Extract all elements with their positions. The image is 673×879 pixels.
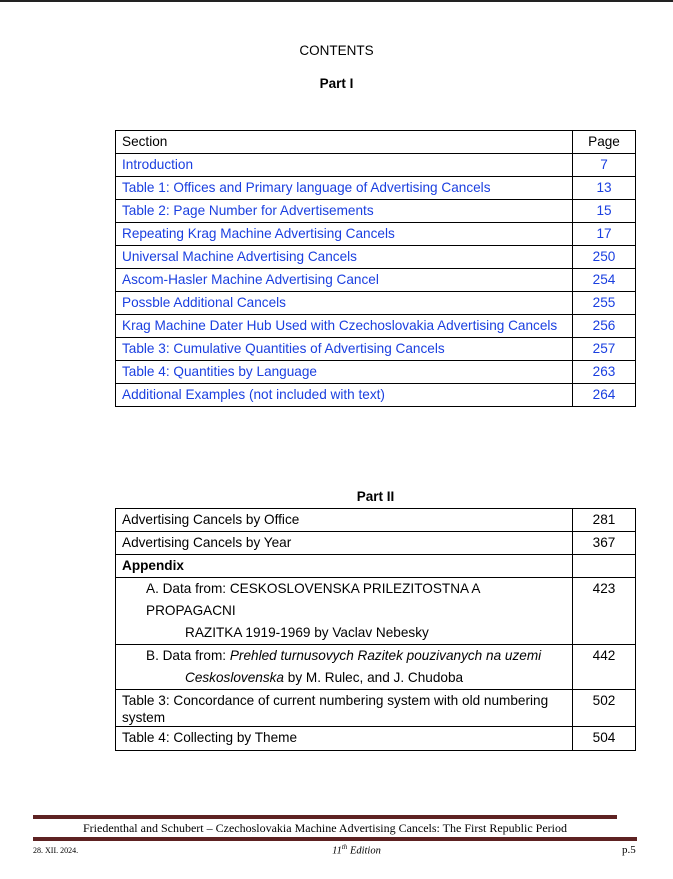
top-border-line [0,0,673,2]
toc-entry-section: Table 4: Collecting by Theme [116,727,573,751]
toc-page-link[interactable]: 264 [592,387,616,402]
toc-entry-page [573,200,636,223]
toc-entry-section [116,200,573,223]
toc-entry-page [573,292,636,315]
footer-book-title: Friedenthal and Schubert – Czechoslovakia Machine Advertising Cancels: The First Republic Period [82,821,567,835]
toc-entry-page [573,555,636,578]
appendix-a-line1: A. Data from: CESKOSLOVENSKA PRILEZITOSTNA A PROPAGACNI [146,581,480,618]
toc-entry-section [116,154,573,177]
appendix-heading: Appendix [116,555,573,578]
appendix-a-entry [116,578,573,645]
toc-link[interactable]: Table 3: Cumulative Quantities of Advertising Cancels [122,341,445,356]
table-row [116,269,636,292]
appendix-b-title-part1: Prehled turnusovych Razitek pouzivanych na uzemi [229,648,542,663]
toc-link[interactable]: Krag Machine Dater Hub Used with Czechoslovakia Advertising Cancels [122,318,558,333]
toc-entry-page: 367 [573,532,636,555]
toc-entry-section [116,269,573,292]
toc-link[interactable]: Table 4: Quantities by Language [122,364,317,379]
appendix-a-line2: RAZITKA 1919-1969 by Vaclav Nebesky [185,625,429,640]
footer-rule-top [33,815,617,819]
part2-heading: Part II [356,489,395,504]
toc-entry-section [116,315,573,338]
page-column-header: Page [573,131,636,154]
appendix-b-prefix: B. Data from: [146,648,230,663]
toc-page-link[interactable]: 17 [596,226,612,241]
toc-entry-page: 504 [573,727,636,751]
toc-entry-section: Table 3: Concordance of current numbering system with old numbering system [116,690,573,727]
toc-entry-section: Advertising Cancels by Year [116,532,573,555]
toc-page-link[interactable]: 7 [600,157,608,172]
page-number: p.5 [622,844,636,856]
contents-heading: CONTENTS [299,43,374,58]
table-row [116,154,636,177]
table-row [116,338,636,361]
table-row [116,532,636,555]
table-row [116,361,636,384]
toc-link[interactable]: Possble Additional Cancels [122,295,286,310]
toc-entry-page [573,269,636,292]
toc-page-link[interactable]: 263 [592,364,616,379]
table-row [116,690,636,727]
toc-page-link[interactable]: 256 [592,318,616,333]
toc-entry-page [573,315,636,338]
toc-entry-page: 502 [573,690,636,727]
section-column-header: Section [116,131,573,154]
toc-entry-section [116,384,573,407]
toc-entry-page [573,177,636,200]
footer-edition [0,843,673,857]
toc-entry-section: Advertising Cancels by Office [116,509,573,532]
appendix-b-authors: by M. Rulec, and J. Chudoba [283,670,464,685]
edition-number: 11 [332,845,342,857]
toc-page-link[interactable]: 257 [592,341,616,356]
toc-entry-section [116,338,573,361]
table-row [116,555,636,578]
toc-link[interactable]: Introduction [122,157,194,172]
toc-page-link[interactable]: 15 [596,203,612,218]
part1-heading: Part I [319,76,354,91]
table-row [116,315,636,338]
toc-link[interactable]: Ascom-Hasler Machine Advertising Cancel [122,272,379,287]
toc-link[interactable]: Additional Examples (not included with text) [122,387,385,402]
table-row [116,727,636,751]
toc-entry-page [573,223,636,246]
table-row [116,578,636,645]
toc-entry-page [573,384,636,407]
toc-page-link[interactable]: 254 [592,272,616,287]
toc-entry-page [573,338,636,361]
table-row [116,200,636,223]
toc-entry-page: 423 [573,578,636,645]
toc-entry-section [116,223,573,246]
toc-entry-section [116,361,573,384]
toc-page-link[interactable]: 255 [592,295,616,310]
table-row [116,292,636,315]
toc-link[interactable]: Universal Machine Advertising Cancels [122,249,357,264]
table-row [116,177,636,200]
toc-link[interactable]: Repeating Krag Machine Advertising Cancels [122,226,395,241]
table-row [116,246,636,269]
part1-toc-table [115,130,636,407]
table-row [116,509,636,532]
toc-header-row [116,131,636,154]
footer-rule-bottom [33,837,637,841]
edition-ordinal: th [341,843,348,851]
toc-page-link[interactable]: 13 [596,180,612,195]
toc-link[interactable]: Table 1: Offices and Primary language of Advertising Cancels [122,180,491,195]
toc-entry-page [573,361,636,384]
part2-toc-table [115,508,636,751]
toc-link[interactable]: Table 2: Page Number for Advertisements [122,203,374,218]
toc-entry-section [116,292,573,315]
toc-entry-page [573,246,636,269]
toc-entry-section [116,246,573,269]
appendix-b-entry [116,645,573,690]
appendix-b-title-part2: Ceskoslovenska [185,670,284,685]
toc-entry-page [573,154,636,177]
table-row [116,223,636,246]
toc-entry-page: 442 [573,645,636,690]
toc-entry-section [116,177,573,200]
table-row [116,645,636,690]
footer-date: 28. XII. 2024. [33,846,79,855]
toc-page-link[interactable]: 250 [592,249,616,264]
toc-entry-page: 281 [573,509,636,532]
edition-label: Edition [347,845,381,857]
table-row [116,384,636,407]
